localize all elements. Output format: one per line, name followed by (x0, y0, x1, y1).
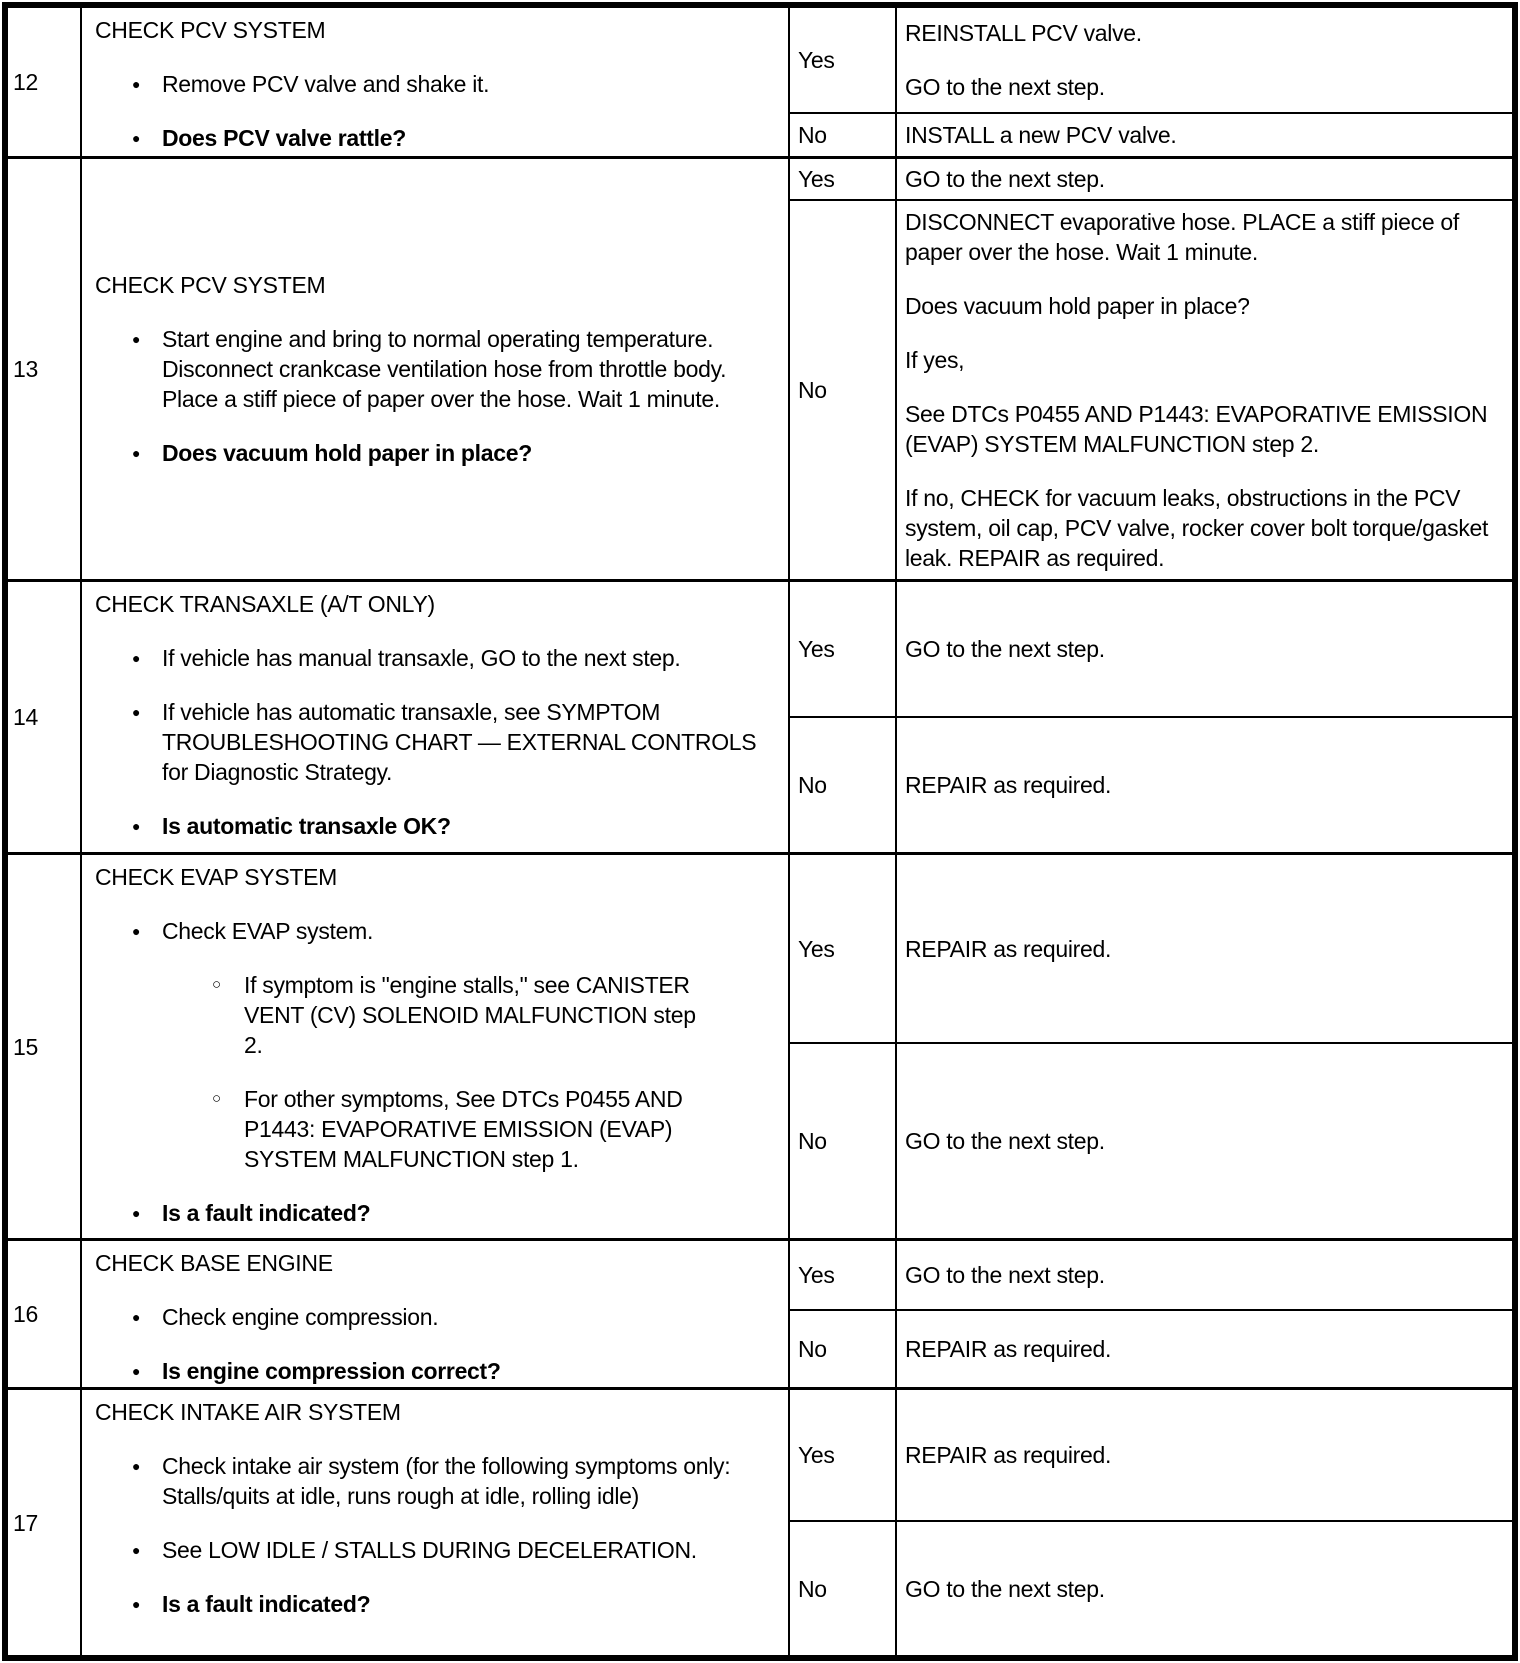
no-label: No (790, 114, 897, 156)
yes-action (897, 159, 1512, 201)
bullet-item-question: ● Does vacuum hold paper in place? (132, 440, 532, 466)
step-description (82, 1390, 790, 1655)
bullet-item-question: ● Does PCV valve rattle? (132, 125, 406, 151)
action-paragraph: INSTALL a new PCV valve. (905, 122, 1177, 148)
bullet-item: ● Start engine and bring to normal operating temperature. Disconnect crankcase ventilation hose from throttle body. Place a stiff piece of paper over the hose. Wait 1 minute. (132, 326, 727, 412)
yes-label: Yes (790, 855, 897, 1044)
bullet-item: ● See LOW IDLE / STALLS DURING DECELERATION. (132, 1537, 697, 1563)
no-label: No (790, 1044, 897, 1238)
action-paragraph: REPAIR as required. (905, 1442, 1112, 1468)
step-title: CHECK TRANSAXLE (A/T ONLY) (95, 591, 435, 617)
table-row-step-16 (8, 1241, 1512, 1390)
action-paragraph: REPAIR as required. (905, 772, 1112, 798)
step-description (82, 8, 790, 156)
bullet-icon: ● (132, 445, 141, 461)
step-number: 14 (8, 582, 82, 852)
bullet-icon: ● (132, 1309, 141, 1325)
no-action (897, 1311, 1512, 1387)
sub-bullet-icon: ○ (212, 1090, 221, 1107)
step-number: 12 (8, 8, 82, 156)
bullet-icon: ● (132, 818, 141, 834)
troubleshooting-table (2, 2, 1518, 1661)
step-number: 15 (8, 855, 82, 1238)
action-paragraph: GO to the next step. (905, 74, 1105, 100)
bullet-icon: ● (132, 1458, 141, 1474)
step-description (82, 582, 790, 852)
step-number: 17 (8, 1390, 82, 1655)
step-description (82, 159, 790, 579)
bullet-item-question: ● Is engine compression correct? (132, 1358, 501, 1384)
action-paragraph: See DTCs P0455 AND P1443: EVAPORATIVE EMISSION (EVAP) SYSTEM MALFUNCTION step 2. (905, 401, 1488, 457)
step-title: CHECK PCV SYSTEM (95, 17, 326, 43)
no-label: No (790, 201, 897, 579)
table-row-step-13 (8, 159, 1512, 582)
step-description (82, 1241, 790, 1387)
table-row-step-14 (8, 582, 1512, 855)
bullet-icon: ● (132, 923, 141, 939)
bullet-item-question: ● Is automatic transaxle OK? (132, 813, 451, 839)
bullet-item: ● If vehicle has manual transaxle, GO to the next step. (132, 645, 681, 671)
no-action (897, 201, 1512, 579)
bullet-icon: ● (132, 1596, 141, 1612)
yes-action (897, 1390, 1512, 1522)
step-title: CHECK PCV SYSTEM (95, 272, 326, 298)
yes-action (897, 855, 1512, 1044)
no-action (897, 114, 1512, 156)
no-action (897, 1044, 1512, 1238)
step-title: CHECK EVAP SYSTEM (95, 864, 338, 890)
no-label: No (790, 1311, 897, 1387)
yes-action (897, 1241, 1512, 1311)
bullet-icon: ● (132, 650, 141, 666)
bullet-icon: ● (132, 331, 141, 347)
bullet-icon: ● (132, 704, 141, 720)
action-paragraph: GO to the next step. (905, 1262, 1105, 1288)
bullet-item: ● If vehicle has automatic transaxle, see SYMPTOM TROUBLESHOOTING CHART — EXTERNAL CONTROLS for Diagnostic Strategy. (132, 699, 757, 785)
sub-bullet-item: ○ For other symptoms, See DTCs P0455 AND P1443: EVAPORATIVE EMISSION (EVAP) SYSTEM MALFUNCTION step 1. (212, 1086, 683, 1172)
action-paragraph: GO to the next step. (905, 636, 1105, 662)
bullet-icon: ● (132, 1363, 141, 1379)
yes-label: Yes (790, 1241, 897, 1311)
step-description (82, 855, 790, 1238)
action-paragraph: REPAIR as required. (905, 935, 1112, 962)
action-paragraph: Does vacuum hold paper in place? (905, 293, 1250, 319)
bullet-item: ● Check engine compression. (132, 1304, 439, 1330)
action-paragraph: GO to the next step. (905, 1575, 1105, 1602)
action-paragraph: If yes, (905, 347, 965, 373)
no-label: No (790, 718, 897, 852)
action-paragraph: DISCONNECT evaporative hose. PLACE a stiff piece of paper over the hose. Wait 1 minute. (905, 209, 1459, 265)
yes-label: Yes (790, 159, 897, 201)
no-action (897, 718, 1512, 852)
step-title: CHECK INTAKE AIR SYSTEM (95, 1399, 401, 1425)
step-title: CHECK BASE ENGINE (95, 1250, 333, 1276)
step-number: 16 (8, 1241, 82, 1387)
bullet-item: ● Check intake air system (for the following symptoms only: Stalls/quits at idle, runs rough at idle, rolling idle) (132, 1453, 731, 1509)
yes-label: Yes (790, 1390, 897, 1522)
action-paragraph: REINSTALL PCV valve. (905, 20, 1142, 46)
yes-action (897, 8, 1512, 114)
no-label: No (790, 1522, 897, 1655)
bullet-icon: ● (132, 130, 141, 146)
action-paragraph: GO to the next step. (905, 1128, 1105, 1154)
bullet-icon: ● (132, 1205, 141, 1221)
yes-action (897, 582, 1512, 718)
bullet-item-question: ● Is a fault indicated? (132, 1200, 371, 1226)
sub-bullet-icon: ○ (212, 976, 221, 993)
table-row-step-12 (8, 8, 1512, 159)
table-row-step-15 (8, 855, 1512, 1241)
yes-label: Yes (790, 582, 897, 718)
action-paragraph: GO to the next step. (905, 166, 1105, 192)
bullet-item: ● Remove PCV valve and shake it. (132, 71, 490, 97)
sub-bullet-item: ○ If symptom is "engine stalls," see CANISTER VENT (CV) SOLENOID MALFUNCTION step 2. (212, 972, 696, 1058)
step-number: 13 (8, 159, 82, 579)
bullet-icon: ● (132, 1542, 141, 1558)
bullet-item-question: ● Is a fault indicated? (132, 1591, 371, 1617)
table-row-step-17 (8, 1390, 1512, 1655)
action-paragraph: If no, CHECK for vacuum leaks, obstructions in the PCV system, oil cap, PCV valve, rocker cover bolt torque/gasket leak. REPAIR as required. (905, 485, 1489, 571)
no-action (897, 1522, 1512, 1655)
bullet-icon: ● (132, 76, 141, 92)
yes-label: Yes (790, 8, 897, 114)
bullet-item: ● Check EVAP system. (132, 918, 374, 944)
action-paragraph: REPAIR as required. (905, 1336, 1112, 1362)
